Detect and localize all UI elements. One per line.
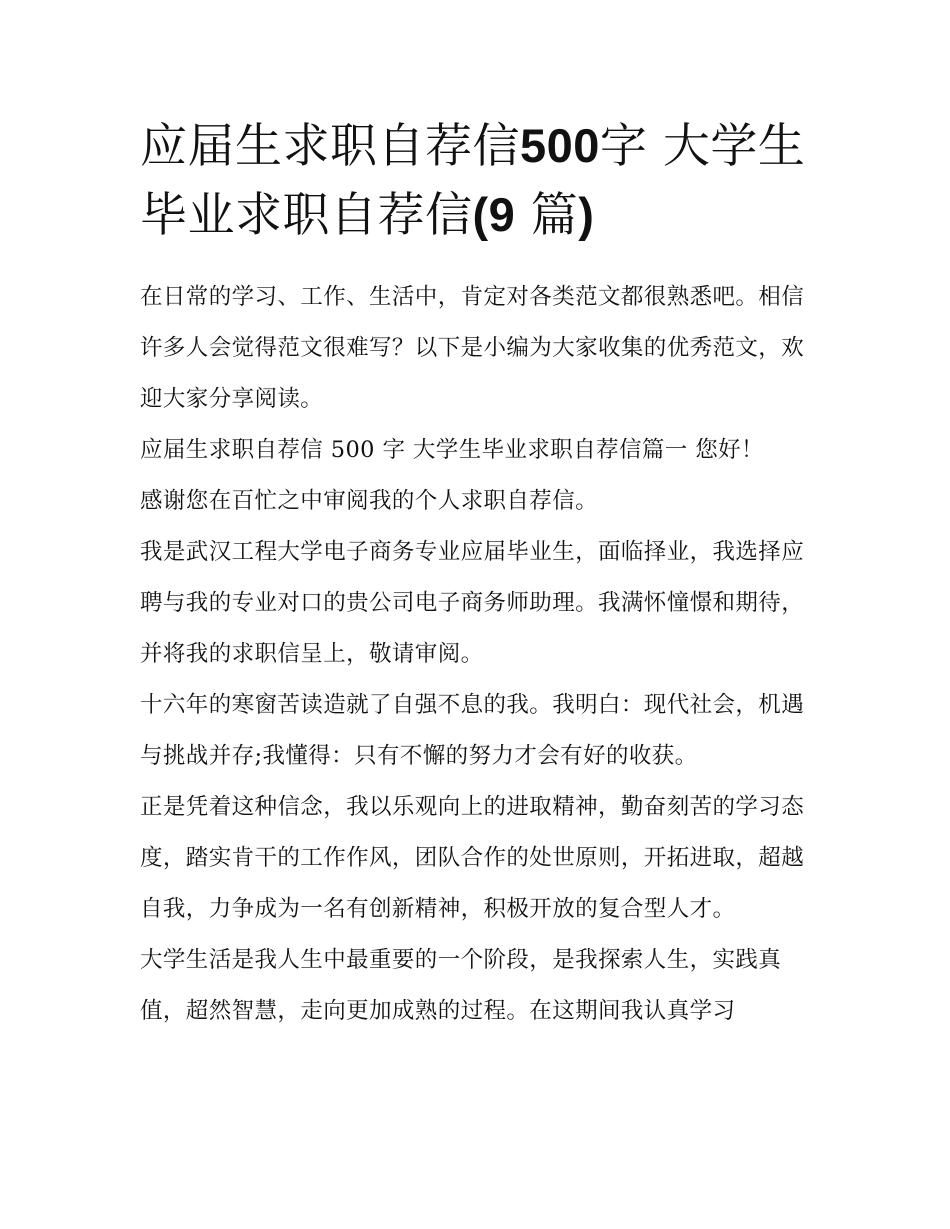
paragraph-thanks: 感谢您在百忙之中审阅我的个人求职自荐信。 bbox=[140, 488, 599, 514]
paragraph-self-intro: 我是武汉工程大学电子商务专业应届毕业生，面临择业，我选择应聘与我的专业对口的贵公司电子商务师助理。我满怀憧憬和期待，并将我的求职信呈上，敬请审阅。 bbox=[140, 539, 805, 667]
title-part-3: 篇 bbox=[515, 188, 579, 243]
title-paren-close: ) bbox=[578, 188, 595, 241]
title-paren-open: ( bbox=[472, 188, 489, 241]
title-count: 9 bbox=[488, 188, 516, 241]
document-body bbox=[140, 272, 820, 1037]
paragraph-heading-greeting: 应届生求职自荐信 500 字 大学生毕业求职自荐信篇一 您好！ bbox=[140, 437, 764, 463]
paragraph-intro: 在日常的学习、工作、生活中，肯定对各类范文都很熟悉吧。相信许多人会觉得范文很难写？以下是小编为大家收集的优秀范文，欢迎大家分享阅读。 bbox=[140, 284, 805, 412]
title-part-2: 字 大学生毕业求职自荐信 bbox=[140, 119, 806, 243]
paragraph-study-years: 十六年的寒窗苦读造就了自强不息的我。我明白：现代社会，机遇与挑战并存;我懂得：只有不懈的努力才会有好的收获。 bbox=[140, 692, 805, 769]
title-number: 500 bbox=[520, 119, 600, 172]
title-part-1: 应届生求职自荐信 bbox=[140, 119, 520, 174]
document-page bbox=[140, 112, 820, 1037]
document-title bbox=[140, 112, 820, 250]
paragraph-belief: 正是凭着这种信念，我以乐观向上的进取精神，勤奋刻苦的学习态度，踏实肯干的工作作风，团队合作的处世原则，开拓进取，超越自我，力争成为一名有创新精神，积极开放的复合型人才。 bbox=[140, 794, 805, 922]
paragraph-college-life: 大学生活是我人生中最重要的一个阶段，是我探索人生，实践真值，超然智慧，走向更加成熟的过程。在这期间我认真学习 bbox=[140, 947, 782, 1024]
